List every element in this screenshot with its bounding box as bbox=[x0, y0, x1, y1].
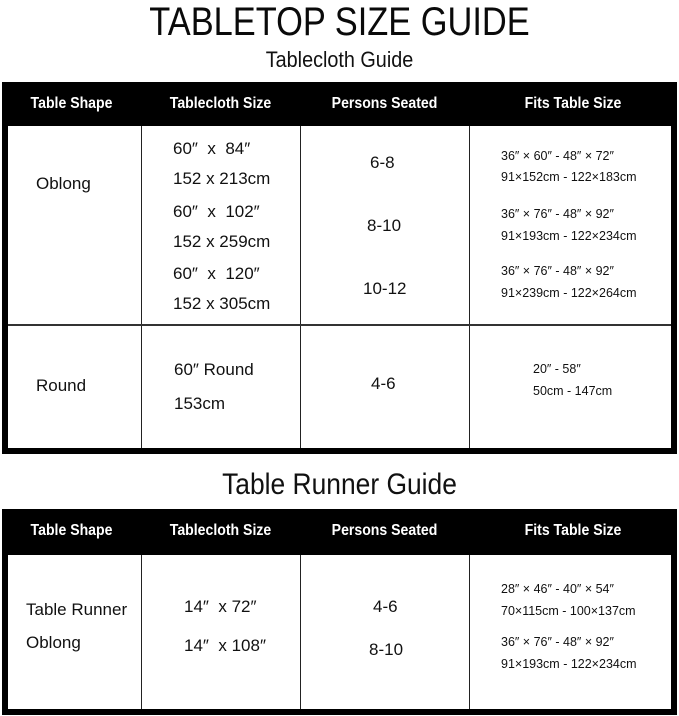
row-divider bbox=[8, 324, 671, 326]
table-row-round-shape: Round bbox=[36, 376, 87, 395]
persons-seated: 4-6 bbox=[371, 374, 396, 393]
column-divider bbox=[300, 126, 301, 448]
size-inch: 60″ x 120″ bbox=[173, 264, 260, 283]
fits-inch: 20″ - 58″ bbox=[533, 362, 581, 376]
fits-cm: 91×152cm - 122×183cm bbox=[501, 170, 637, 184]
size-cm: 152 x 259cm bbox=[173, 232, 271, 251]
runner-shape-line2: Oblong bbox=[26, 633, 81, 652]
fits-cm: 91×193cm - 122×234cm bbox=[501, 657, 637, 671]
size-cm: 152 x 305cm bbox=[173, 294, 271, 313]
runner-table bbox=[2, 509, 677, 715]
fits-inch: 36″ × 76″ - 48″ × 92″ bbox=[501, 207, 614, 221]
column-header-size: Tablecloth Size bbox=[169, 95, 272, 112]
fits-inch: 28″ × 46″ - 40″ × 54″ bbox=[501, 582, 614, 596]
table-header bbox=[2, 509, 677, 555]
fits-inch: 36″ × 76″ - 48″ × 92″ bbox=[501, 635, 614, 649]
persons-seated: 6-8 bbox=[370, 153, 395, 172]
column-header-shape: Table Shape bbox=[30, 522, 113, 539]
table-row-oblong-shape: Oblong bbox=[36, 174, 91, 193]
tablecloth-table bbox=[2, 82, 677, 454]
column-header-persons: Persons Seated bbox=[331, 95, 438, 112]
persons-seated: 8-10 bbox=[367, 216, 402, 235]
column-header-persons: Persons Seated bbox=[331, 522, 438, 539]
size-inch: 60″ Round bbox=[174, 360, 254, 379]
fits-inch: 36″ × 60″ - 48″ × 72″ bbox=[501, 149, 614, 163]
table-header bbox=[2, 82, 677, 126]
size-inch: 14″ x 108″ bbox=[184, 636, 266, 655]
fits-cm: 91×193cm - 122×234cm bbox=[501, 229, 637, 243]
column-divider bbox=[469, 555, 470, 709]
column-header-fits: Fits Table Size bbox=[524, 95, 622, 112]
persons-seated: 4-6 bbox=[373, 597, 398, 616]
column-divider bbox=[141, 126, 142, 448]
persons-seated: 8-10 bbox=[369, 640, 404, 659]
fits-cm: 91×239cm - 122×264cm bbox=[501, 286, 637, 300]
tablecloth-guide-heading: Tablecloth Guide bbox=[265, 47, 414, 72]
column-divider bbox=[469, 126, 470, 448]
size-inch: 14″ x 72″ bbox=[184, 597, 257, 616]
fits-inch: 36″ × 76″ - 48″ × 92″ bbox=[501, 264, 614, 278]
size-cm: 153cm bbox=[174, 394, 226, 413]
column-header-size: Tablecloth Size bbox=[169, 522, 272, 539]
fits-cm: 50cm - 147cm bbox=[533, 384, 613, 398]
persons-seated: 10-12 bbox=[363, 279, 407, 298]
column-header-shape: Table Shape bbox=[30, 95, 113, 112]
size-inch: 60″ x 102″ bbox=[173, 202, 260, 221]
column-divider bbox=[141, 555, 142, 709]
runner-guide-heading: Table Runner Guide bbox=[222, 468, 457, 501]
column-header-fits: Fits Table Size bbox=[524, 522, 622, 539]
size-cm: 152 x 213cm bbox=[173, 169, 271, 188]
runner-shape-line1: Table Runner bbox=[26, 600, 128, 619]
fits-cm: 70×115cm - 100×137cm bbox=[501, 604, 636, 618]
page-title: TABLETOP SIZE GUIDE bbox=[149, 0, 530, 44]
column-divider bbox=[300, 555, 301, 709]
size-inch: 60″ x 84″ bbox=[173, 139, 251, 158]
